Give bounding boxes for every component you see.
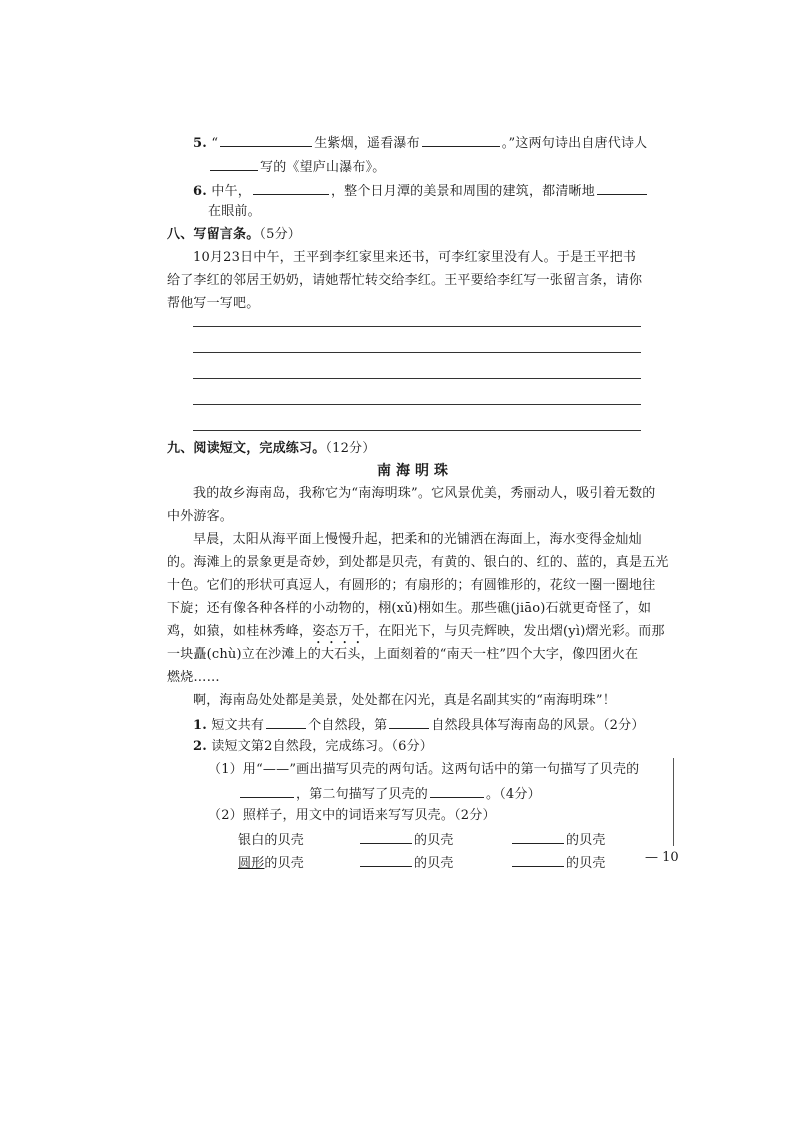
q5-number: 5.	[193, 136, 207, 151]
passage-p2-line7: 燃烧……	[167, 670, 220, 685]
q5-line1: 5. “ 生紫烟，遥看瀑布 。”这两句诗出自唐代诗人	[193, 133, 647, 153]
sq2: 2. 读短文第2自然段，完成练习。（6分）	[193, 739, 433, 754]
writing-line-5[interactable]	[193, 430, 641, 431]
sq2-part1-line2: ，第二句描写了贝壳的 。（4分）	[238, 784, 541, 804]
passage-p2-line3: 十色。它们的形状可真逗人，有圆形的；有扇形的；有圆锥形的，花纹一圈一圈地往	[167, 578, 656, 593]
section-8-prompt-3: 帮他写一写吧。	[167, 296, 260, 311]
q6-line1: 6. 中午， ，整个日月潭的美景和周围的建筑，都清晰地	[193, 181, 649, 201]
passage-p3: 啊，海南岛处处都是美景，处处都在闪光，真是名副其实的“南海明珠”！	[193, 693, 616, 708]
page-number: — 10	[645, 850, 679, 865]
passage-title: 南海明珠	[377, 463, 453, 479]
section-8-prompt-2: 给了李红的邻居王奶奶，请她帮忙转交给李红。王平要给李红写一张留言条，请你	[167, 273, 643, 288]
example-blank-3[interactable]	[360, 853, 412, 867]
writing-line-2[interactable]	[193, 352, 641, 353]
example-blank-1[interactable]	[360, 830, 412, 844]
example-blank-2[interactable]	[512, 830, 564, 844]
sq1: 1. 短文共有 个自然段，第 自然段具体写海南岛的风景。（2分）	[193, 715, 645, 735]
passage-p2-line1: 早晨，太阳从海平面上慢慢升起，把柔和的光铺洒在海面上，海水变得金灿灿	[193, 532, 642, 547]
margin-bar	[673, 758, 674, 846]
q6-line2: 在眼前。	[208, 204, 261, 219]
example-row-1: 银白的贝壳 的贝壳 的贝壳	[238, 830, 606, 850]
q6-number: 6.	[193, 184, 207, 199]
passage-p2-line5: 鸡，如猿，如桂林秀峰，姿态万千，在阳光下，与贝壳辉映，发出熠(yì)熠光彩。而那	[167, 624, 665, 639]
passage-p2-line6: 一块矗(chù)立在沙滩上的大石头，上面刻着的“南天一柱”四个大字，像四团火在	[167, 647, 639, 662]
section-8-prompt-1: 10月23日中午，王平到李红家里来还书，可李红家里没有人。于是王平把书	[193, 250, 637, 265]
writing-line-4[interactable]	[193, 404, 641, 405]
passage-p2-line4: 下旋；还有像各种各样的小动物的，栩(xǔ)栩如生。那些礁(jiāo)石就更奇怪了，如	[167, 601, 652, 616]
example-1: 银白的贝壳	[238, 833, 305, 848]
sq2-part2-line1: （2）照样子，用文中的词语来写写贝壳。（2分）	[208, 808, 496, 823]
passage-p1-line2: 中外游客。	[167, 509, 234, 524]
sq1-blank-2[interactable]	[389, 715, 429, 729]
q6-blank-1[interactable]	[253, 181, 329, 195]
section-9-heading: 九、阅读短文，完成练习。（12分）	[167, 441, 376, 456]
writing-line-1[interactable]	[193, 326, 641, 327]
q5-blank-1[interactable]	[220, 133, 312, 147]
q6-blank-2[interactable]	[597, 181, 647, 195]
emphasized-phrase: 姿态万千	[312, 624, 366, 639]
q5-line2: 写的《望庐山瀑布》。	[208, 157, 386, 177]
q5-blank-3[interactable]	[210, 157, 258, 171]
passage-p1-line1: 我的故乡海南岛，我称它为“南海明珠”。它风景优美，秀丽动人，吸引着无数的	[193, 486, 656, 501]
sq2-blank-2[interactable]	[430, 784, 484, 798]
sq2-part1-line1: （1）用“——”画出描写贝壳的两句话。这两句话中的第一句描写了贝壳的	[208, 762, 640, 777]
example-2: 圆形的贝壳	[238, 856, 305, 871]
sq2-blank-1[interactable]	[240, 784, 294, 798]
sq1-blank-1[interactable]	[266, 715, 306, 729]
writing-line-3[interactable]	[193, 378, 641, 379]
passage-p2-line2: 的。海滩上的景象更是奇妙，到处都是贝壳，有黄的、银白的、红的、蓝的，真是五光	[167, 555, 669, 570]
example-blank-4[interactable]	[512, 853, 564, 867]
section-8-heading: 八、写留言条。（5分）	[167, 227, 301, 242]
q5-blank-2[interactable]	[422, 133, 500, 147]
example-row-2: 圆形的贝壳 的贝壳 的贝壳	[238, 853, 606, 873]
